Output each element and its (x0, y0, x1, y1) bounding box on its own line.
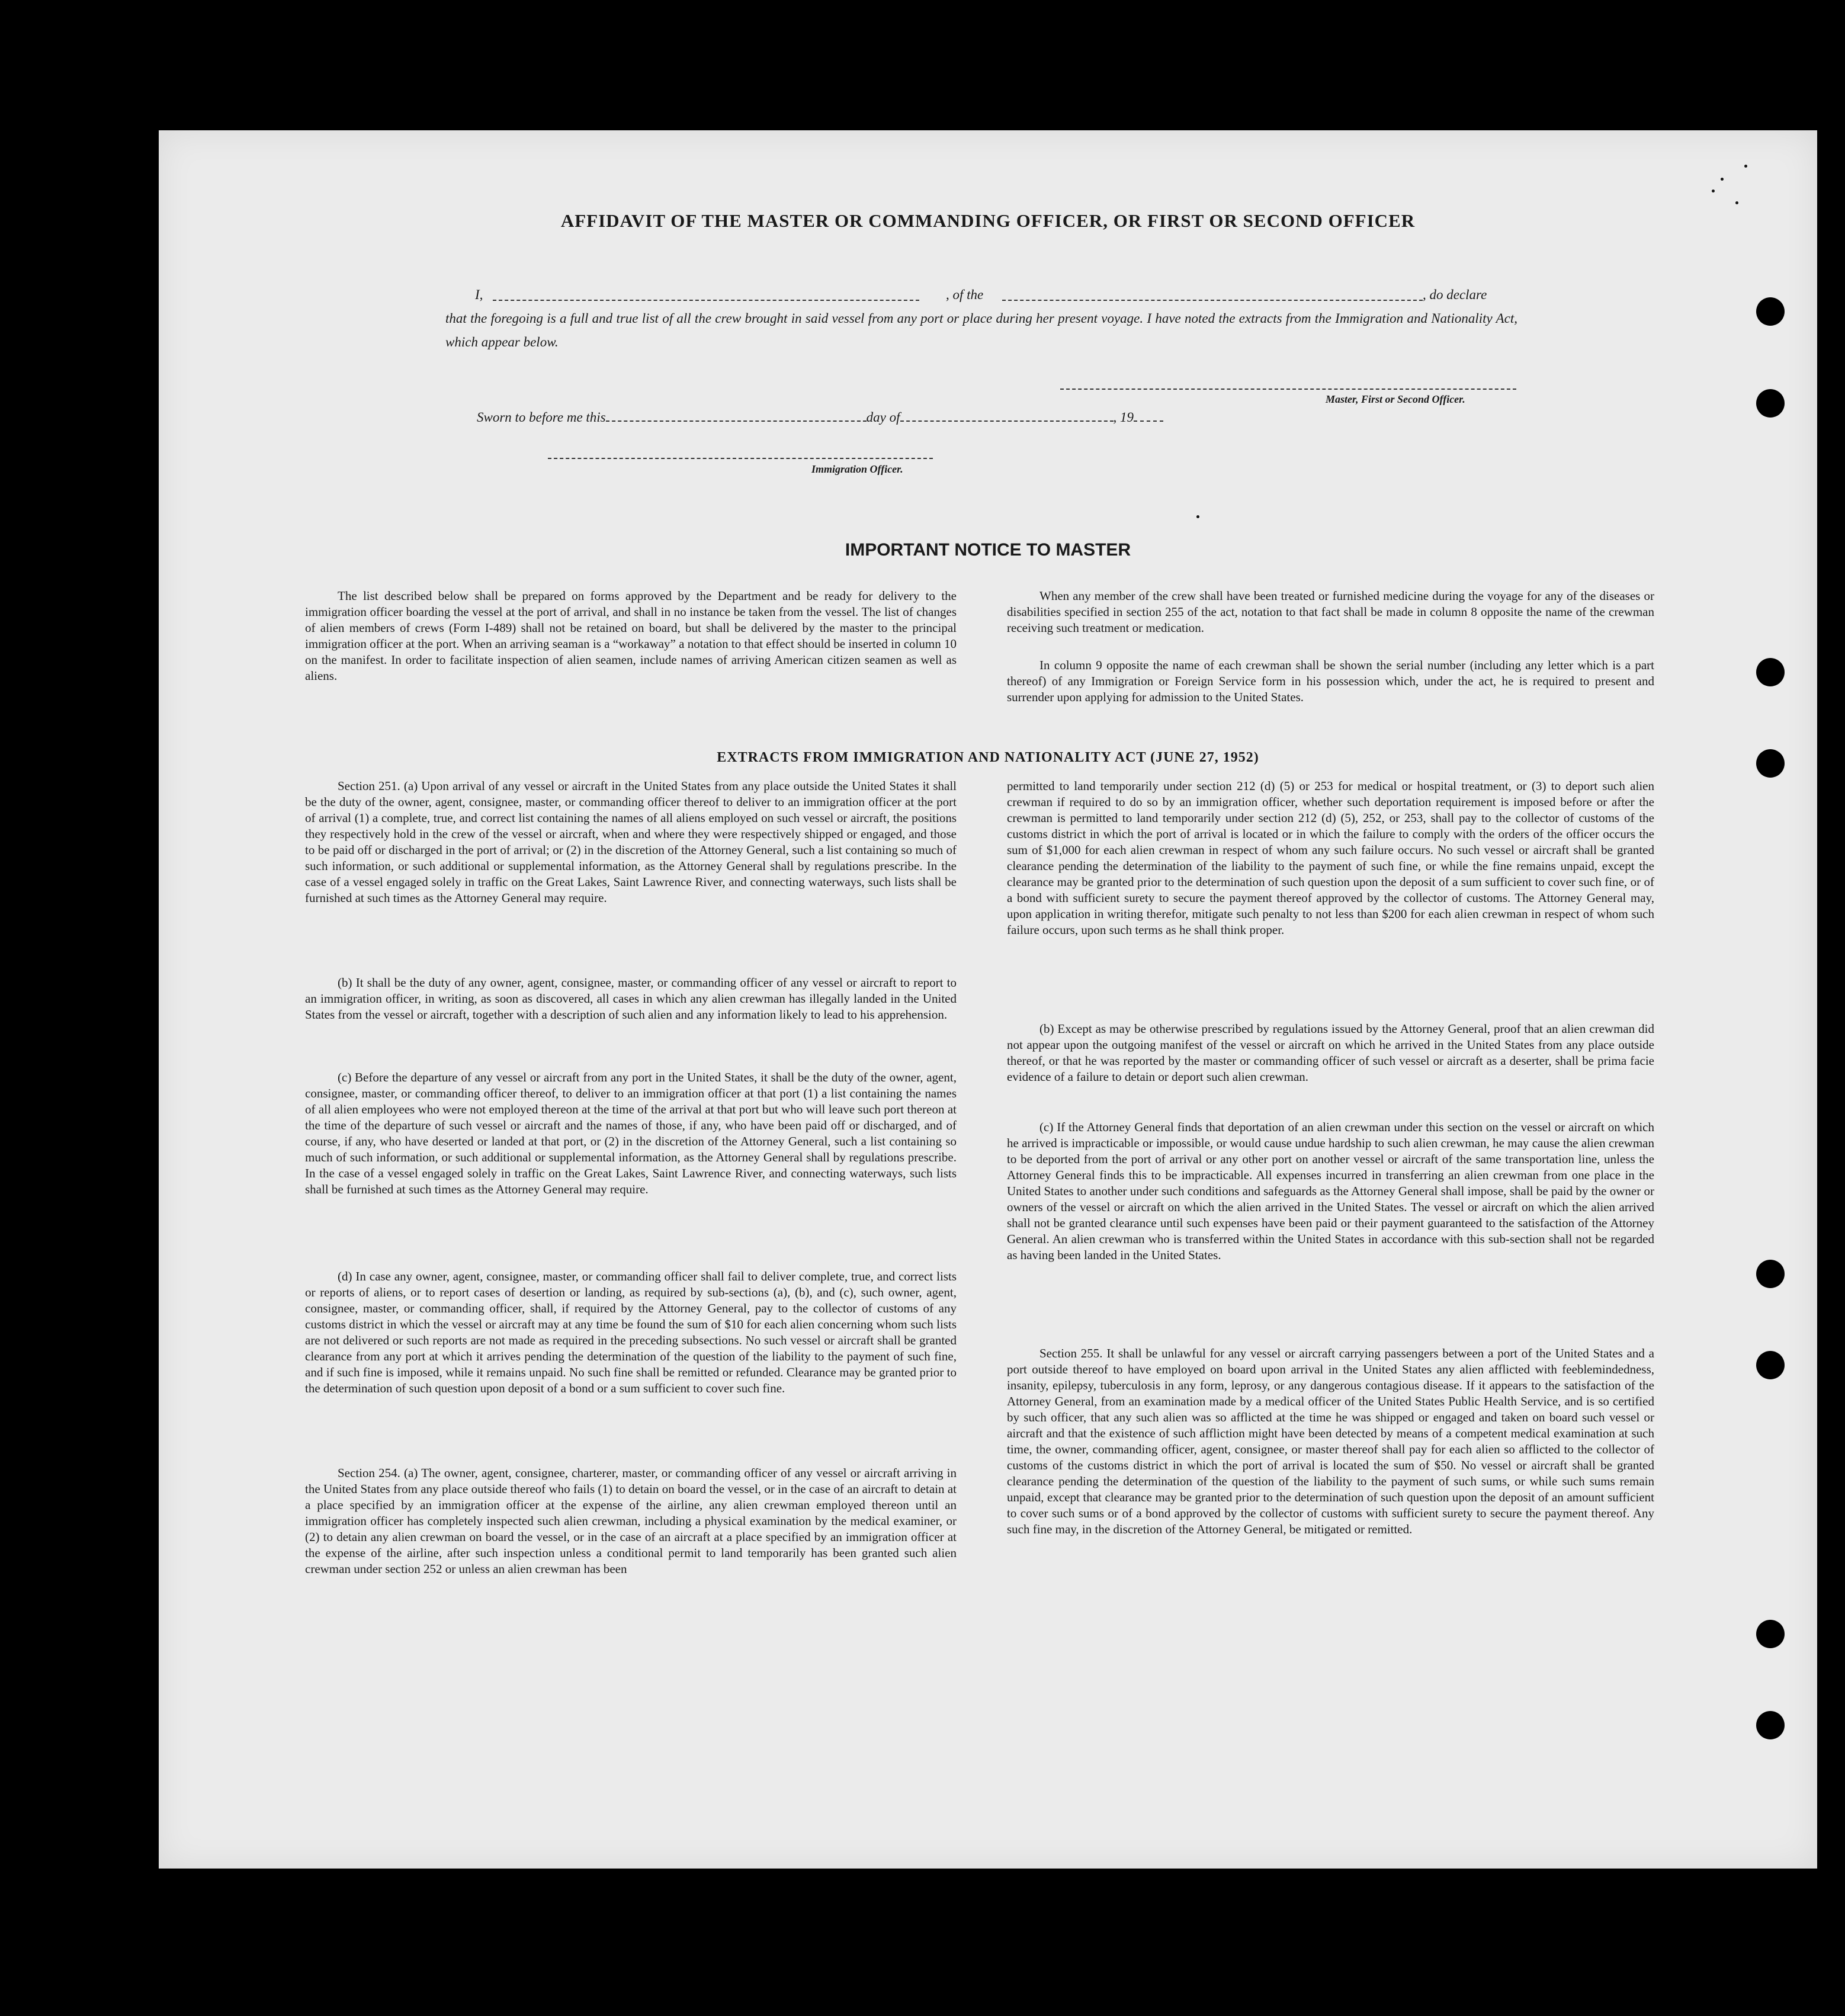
affidavit-title: AFFIDAVIT OF THE MASTER OR COMMANDING OFFICER, OR FIRST OR SECOND OFFICER (560, 210, 1416, 231)
sworn-month-field[interactable] (900, 420, 1114, 422)
declaration-text: that the foregoing is a full and true list of all the crew brought in said vessel from any port or place during her present voyage. I have noted the extracts from the Immigration and Nationality Act, which appear below. (445, 311, 1517, 349)
section-254a: Section 254. (a) The owner, agent, consignee, charterer, master, or commanding officer of any vessel or aircraft arriving in the United States from any place outside thereof who fails (1) to detain on board the vessel, or in the case of an aircraft to detain at a place specified by an immigration officer at the expense of the airline, any alien crewman employed thereon until an immigration officer has completely inspected such alien crewman, including a physical examination by the medical examiner, or (2) to detain any alien crewman on board the vessel, or in the case of an aircraft at a place specified by an immigration officer at the expense of the airline, after such inspection unless a conditional permit to land temporarily has been granted such alien crewman under section 252 or unless an alien crewman has been (305, 1466, 957, 1576)
section-251a: Section 251. (a) Upon arrival of any vessel or aircraft in the United States from any place outside the United States it shall be the duty of the owner, agent, consignee, master, or commanding officer thereof to deliver to an immigration officer at the port of arrival (1) a complete, true, and correct list containing the names of all aliens employed on such vessel or aircraft, the positions they respectively hold in the crew of the vessel or aircraft, when and where they were respectively shipped or engaged, and those to be paid off or discharged in the port of arrival; or (2) in the discretion of the Attorney General, such a list containing so much of such information, or such additional or supplemental information, as the Attorney General shall by regulations prescribe. In the case of a vessel engaged solely in traffic on the Great Lakes, Saint Lawrence River, and connecting waterways, such lists shall be furnished at such times as the Attorney General may require. (305, 779, 957, 905)
binder-hole (1756, 1620, 1785, 1648)
immigration-officer-caption: Immigration Officer. (811, 463, 903, 475)
sworn-prefix: Sworn to before me this (477, 410, 606, 425)
binder-hole (1756, 1351, 1785, 1379)
declaration-block (445, 283, 1517, 354)
day-of-label: day of (866, 410, 900, 425)
binder-hole (1756, 1260, 1785, 1288)
declaration-first-line (445, 283, 1517, 307)
section-251c: (c) Before the departure of any vessel or aircraft from any port in the United States, it shall be the duty of the owner, agent, consignee, master, or commanding officer thereof, to deliver to an immigration officer at that port (1) a list containing the names of all alien employees who were not employed thereon at the time of the arrival at that port but who will leave such port thereon at the time of the departure of such vessel or aircraft and the names of those, if any, who have been paid off or discharged, and of course, if any, who have deserted or landed at that port, or (2) in the discretion of the Attorney General, such a list containing so much of such information, or such additional or supplemental information, as the Attorney General shall by regulations prescribe. In the case of a vessel engaged solely in traffic on the Great Lakes, Saint Lawrence River, and connecting waterways, such lists shall be furnished at such times as the Attorney General may require. (305, 1070, 957, 1196)
name-field[interactable] (493, 283, 919, 301)
binder-hole (1756, 389, 1785, 418)
i-label: I, (475, 287, 483, 302)
section-254a-continued: permitted to land temporarily under section 212 (d) (5) or 253 for medical or hospital treatment, or (3) to deport such alien crewman if required to do so by an immigration officer, whether such deportation requirement is imposed before or after the crewman is permitted to land temporarily under section 212 (d) (5), 252, or 253, shall pay to the collector of customs of the customs district in which the port of arrival is located or in which the failure to comply with the orders of the officer occurs the sum of $1,000 for each alien crewman in respect of whom any such failure occurs. No such vessel or aircraft shall be granted clearance pending the determination of the liability to the payment of such fine, or while the fine remains unpaid, except the clearance may be granted prior to the determination of such question upon the deposit of a sum sufficient to cover such fine, or of a bond with sufficient surety to secure the payment thereof approved by the collector of customs. The Attorney General may, upon application in writing therefor, mitigate such penalty to not less than $200 for each alien crewman in respect of whom such failure occurs, upon such terms as he shall think proper. (1007, 779, 1654, 937)
scan-speck (1735, 201, 1738, 204)
sworn-line (477, 410, 1163, 425)
section-255: Section 255. It shall be unlawful for any vessel or aircraft carrying passengers between a port of the United States and a port outside thereof to have employed on board upon arrival in the United States any alien afflicted with feeblemindedness, insanity, epilepsy, tuberculosis in any form, leprosy, or any dangerous contagious disease. If it appears to the satisfaction of the Attorney General, from an examination made by a medical officer of the United States Public Health Service, and is so certified by such officer, that any such alien was so afflicted at the time he was shipped or engaged and taken on board such vessel or aircraft and that the existence of such affliction might have been detected by means of a competent medical examination at such time, the owner, commanding officer, agent, consignee, or master thereof shall pay for each alien so afflicted to the collector of customs of the customs district in which the port of arrival is located the sum of $50. No vessel or aircraft shall be granted clearance pending the determination of the question of the liability to the payment of such sums, or while such sums remain unpaid, except that clearance may be granted prior to the determination of such question upon the deposit of an amount sufficient to cover such sums or of a bond approved by the collector of customs with sufficient surety to secure the payment thereof. Any such fine may, in the discretion of the Attorney General, be mitigated or remitted. (1007, 1346, 1654, 1536)
notice-title: IMPORTANT NOTICE TO MASTER (845, 540, 1131, 560)
do-declare-label: , do declare (1423, 287, 1487, 302)
sworn-year-field[interactable] (1134, 420, 1163, 422)
section-251d: (d) In case any owner, agent, consignee, master, or commanding officer shall fail to deliver complete, true, and correct lists or reports of aliens, or to report cases of desertion or landing, as required by sub-sections (a), (b), and (c), such owner, agent, consignee, master, or commanding officer, shall, if required by the Attorney General, pay to the collector of customs of any customs district in which the vessel or aircraft may at any time be found the sum of $10 for each alien concerning whom such lists are not delivered or such reports are not made as required in the preceding subsections. No such vessel or aircraft shall be granted clearance from any port at which it arrives pending the determination of the question of the liability to the payment of such fine, and if such fine is imposed, while it remains unpaid. No such fine shall be remitted or refunded. Clearance may be granted prior to the determination of such question upon deposit of a bond or a sum sufficient to cover such fine. (305, 1269, 957, 1395)
scan-speck (1712, 190, 1715, 192)
immigration-officer-signature-line[interactable] (548, 458, 933, 459)
section-254b: (b) Except as may be otherwise prescribed by regulations issued by the Attorney General, proof that an alien crewman did not appear upon the outgoing manifest of the vessel or aircraft on which he arrived in the United States from any place outside thereof, or that he was reported by the master or commanding officer of such vessel or aircraft as a deserter, shall be prima facie evidence of a failure to detain or deport such alien crewman. (1007, 1022, 1654, 1084)
year-label: , 19 (1113, 410, 1134, 425)
master-signature-line[interactable] (1060, 389, 1516, 390)
master-caption: Master, First or Second Officer. (1326, 393, 1465, 405)
section-254c: (c) If the Attorney General finds that deportation of an alien crewman under this section on the vessel or aircraft on which he arrived is impracticable or impossible, or would cause undue hardship to such alien crewman, he may cause the alien crewman to be deported from the port of arrival or any other port on another vessel or aircraft of the same transportation line, unless the Attorney General finds this to be impracticable. All expenses incurred in transferring an alien crewman from one place in the United States to another under such conditions and safeguards as the Attorney General shall impose, shall be paid by the owner or owners of the vessel or aircraft on which the alien arrived in the United States. The vessel or aircraft on which the alien arrived shall not be granted clearance until such expenses have been paid or their payment guaranteed to the satisfaction of the Attorney General. An alien crewman who is transferred within the United States in accordance with this sub-section shall not be regarded as having been landed in the United States. (1007, 1120, 1654, 1262)
notice-right-paragraph-2: In column 9 opposite the name of each crewman shall be shown the serial number (including any letter which is a part thereof) of any Immigration or Foreign Service form in his possession which, under the act, he is required to present and surrender upon applying for admission to the United States. (1007, 658, 1654, 704)
extracts-title: EXTRACTS FROM IMMIGRATION AND NATIONALITY ACT (JUNE 27, 1952) (717, 750, 1259, 765)
section-251b: (b) It shall be the duty of any owner, agent, consignee, master, or commanding officer of any vessel or aircraft to report to an immigration officer, in writing, as soon as discovered, all cases in which any alien crewman has illegally landed in the United States from the vessel or aircraft, together with a description of such alien and any information likely to lead to his apprehension. (305, 975, 957, 1022)
scan-speck (1744, 165, 1747, 168)
scan-speck (1721, 178, 1724, 181)
sworn-day-field[interactable] (606, 420, 867, 422)
scan-speck (1196, 515, 1199, 518)
binder-hole (1756, 658, 1785, 686)
binder-hole (1756, 1711, 1785, 1739)
notice-right-paragraph-1: When any member of the crew shall have been treated or furnished medicine during the voyage for any of the diseases or disabilities specified in section 255 of the act, notation to that fact shall be made in column 8 opposite the name of the crewman receiving such treatment or medication. (1007, 589, 1654, 635)
binder-hole (1756, 297, 1785, 326)
of-the-label: , of the (946, 287, 984, 302)
notice-left-paragraph: The list described below shall be prepared on forms approved by the Department and be ready for delivery to the immigration officer boarding the vessel at the port of arrival, and shall in no instance be taken from the vessel. The list of changes of alien members of crews (Form I-489) shall not be retained on board, but shall be delivered by the master to the principal immigration officer at the port. When an arriving seaman is a “workaway” a notation to that effect should be inserted in column 10 on the manifest. In order to facilitate inspection of alien seamen, include names of arriving American citizen seamen as well as aliens. (305, 589, 957, 683)
vessel-field[interactable] (1002, 283, 1423, 301)
